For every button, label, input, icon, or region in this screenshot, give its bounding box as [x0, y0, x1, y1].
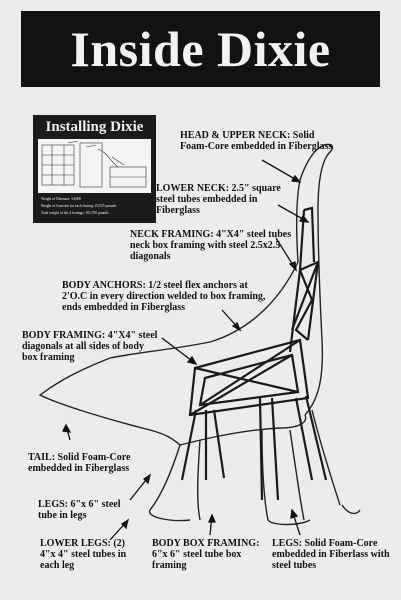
- label-tail: TAIL: Solid Foam-Core embedded in Fiberglass: [28, 452, 131, 474]
- label-body-anchors: BODY ANCHORS: 1/2 steel flex anchors at 2'O.C in every direction welded to box framing, ends embedded in Fiberglass: [62, 280, 266, 313]
- inset-note: Weight of Concrete for each footing: 23,925 pounds: [41, 204, 116, 208]
- label-head: HEAD & UPPER NECK: Solid Foam-Core embedded in Fiberglass: [180, 130, 333, 152]
- label-neck-framing: NECK FRAMING: 4"X4" steel tubes neck box framing with steel 2.5x2.5 diagonals: [130, 229, 292, 262]
- page-title: Inside Dixie: [70, 21, 331, 77]
- label-legs: LEGS: 6"x 6" steel tube in legs: [38, 499, 121, 521]
- label-lower-neck: LOWER NECK: 2.5" square steel tubes embedded in Fiberglass: [156, 183, 281, 216]
- label-legs-solid: LEGS: Solid Foam-Core embedded in Fiberlass with steel tubes: [272, 538, 390, 571]
- label-body-framing: BODY FRAMING: 4"X4" steel diagonals at all sides of body box framing: [22, 330, 158, 363]
- label-lower-legs: LOWER LEGS: (2) 4"x 4" steel tubes in each leg: [40, 538, 127, 571]
- inset-title: Installing Dixie: [45, 119, 144, 135]
- label-body-box-framing: BODY BOX FRAMING: 6"x 6" steel tube box framing: [152, 538, 260, 571]
- inset-note: Weight of Dinosaur: 14,000: [41, 197, 82, 201]
- inset-note: Total weight of the 4 footings: 103,700 pounds: [41, 211, 109, 215]
